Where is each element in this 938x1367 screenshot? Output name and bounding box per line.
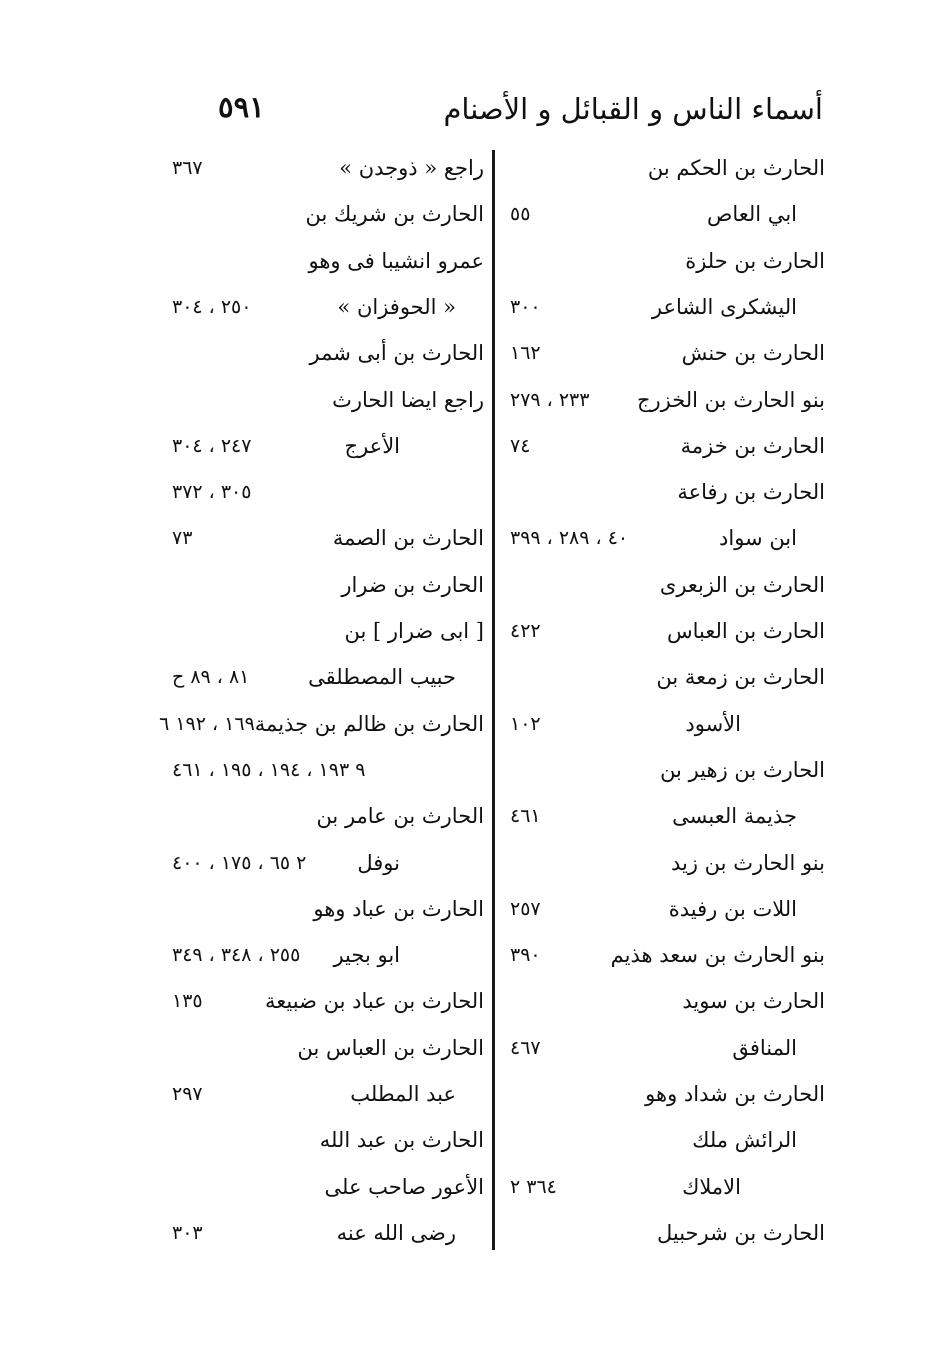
entry-name: الحارث بن عباد بن ضبيعة bbox=[265, 989, 484, 1014]
index-entry bbox=[172, 657, 484, 697]
entry-pages: ٢٥٧ bbox=[510, 897, 541, 920]
entry-pages: ٨١ ، ٨٩ ح bbox=[172, 666, 250, 689]
entry-name: الحارث بن أبى شمر bbox=[309, 341, 484, 366]
index-entry bbox=[510, 148, 825, 188]
entry-pages: ٣٦٤ ٢ bbox=[510, 1175, 557, 1198]
index-entry bbox=[510, 241, 825, 281]
index-entry bbox=[172, 1213, 484, 1253]
entry-pages: ١٠٢ bbox=[510, 712, 541, 735]
entry-pages: ٤٠ ، ٢٨٩ ، ٣٩٩ bbox=[510, 527, 629, 550]
index-entry bbox=[172, 889, 484, 929]
entry-name: المنافق bbox=[732, 1035, 797, 1060]
entry-pages: ٢٤٧ ، ٣٠٤ bbox=[172, 434, 252, 457]
entry-name: الحارث بن العباس bbox=[666, 619, 825, 643]
entry-name: الأعور صاحب على bbox=[324, 1174, 484, 1199]
entry-name: الحارث بن عباد وهو bbox=[313, 896, 484, 921]
entry-name: بنو الحارث بن سعد هذيم bbox=[610, 943, 825, 968]
column-divider bbox=[492, 150, 495, 1250]
entry-name: الحارث بن شداد وهو bbox=[645, 1082, 825, 1106]
entry-name: الحارث بن سويد bbox=[682, 989, 825, 1014]
index-entry bbox=[510, 333, 825, 373]
entry-name: الأعرج bbox=[344, 433, 400, 458]
index-entry bbox=[510, 287, 825, 327]
entry-pages: ٧٣ bbox=[172, 527, 193, 550]
entry-name: نوفل bbox=[357, 850, 400, 875]
index-entry bbox=[172, 796, 484, 836]
entry-name: بنو الحارث بن زيد bbox=[671, 850, 825, 875]
index-entry bbox=[510, 796, 825, 836]
index-entry bbox=[172, 287, 484, 327]
entry-pages: ٣٦٧ bbox=[172, 157, 203, 179]
entry-pages: ٣٠٠ bbox=[510, 295, 541, 318]
entry-name: الحارث بن ضرار bbox=[341, 572, 484, 597]
entry-name: ابن سواد bbox=[719, 526, 797, 551]
index-entry bbox=[510, 1028, 825, 1068]
index-entry bbox=[510, 380, 825, 420]
index-entry bbox=[510, 518, 825, 558]
index-entry bbox=[172, 1074, 484, 1114]
index-entry bbox=[172, 750, 484, 790]
index-entry bbox=[510, 981, 825, 1021]
entry-name: بنو الحارث بن الخزرج bbox=[636, 387, 825, 412]
index-entry bbox=[172, 194, 484, 234]
entry-pages: ٧٤ bbox=[510, 434, 531, 457]
index-entry bbox=[510, 1213, 825, 1253]
entry-name: الحارث بن الزبعرى bbox=[659, 572, 825, 597]
index-entry bbox=[510, 750, 825, 790]
entry-name: راجع « ذوجدن » bbox=[339, 156, 484, 180]
entry-name: [ ابى ضرار ] بن bbox=[344, 619, 484, 643]
entry-name: عبد المطلب bbox=[350, 1082, 456, 1106]
index-entry bbox=[172, 518, 484, 558]
entry-name: الحارث بن الحكم بن bbox=[647, 156, 825, 180]
entry-pages: ٤٦٧ bbox=[510, 1036, 541, 1059]
index-entry bbox=[172, 333, 484, 373]
entry-name: راجع ايضا الحارث bbox=[332, 387, 484, 412]
entry-name: الحارث بن شرحبيل bbox=[656, 1220, 825, 1245]
entry-pages: ٥٥ bbox=[510, 203, 531, 226]
entry-pages: ٢٣٣ ، ٢٧٩ bbox=[510, 388, 590, 411]
index-entry bbox=[510, 843, 825, 883]
index-entry bbox=[172, 935, 484, 975]
index-entry bbox=[172, 1167, 484, 1207]
entry-name: عمرو انشيبا فى وهو bbox=[308, 248, 484, 273]
index-entry bbox=[172, 472, 484, 512]
entry-name: الأسود bbox=[685, 711, 741, 736]
entry-name: الاملاك bbox=[682, 1174, 741, 1199]
index-entry bbox=[510, 472, 825, 512]
entry-name: ابو بجير bbox=[333, 943, 400, 968]
index-entry bbox=[172, 426, 484, 466]
entry-name: الحارث بن ظالم بن جذيمة bbox=[254, 711, 484, 736]
index-entry bbox=[172, 843, 484, 883]
index-entry bbox=[172, 981, 484, 1021]
entry-name: الحارث بن عبد الله bbox=[319, 1128, 484, 1153]
entry-pages: ٢٥٥ ، ٣٤٨ ، ٣٤٩ bbox=[172, 944, 301, 967]
entry-pages: ٢٩٧ bbox=[172, 1083, 203, 1105]
index-entry bbox=[510, 426, 825, 466]
index-entry bbox=[510, 1074, 825, 1114]
index-entry bbox=[172, 611, 484, 651]
index-entry bbox=[159, 704, 484, 744]
index-entry bbox=[510, 657, 825, 697]
entry-name: الحارث بن خزمة bbox=[680, 433, 825, 458]
entry-name: الحارث بن زهير بن bbox=[660, 757, 825, 782]
entry-name: جذيمة العبسى bbox=[672, 804, 797, 829]
index-entry bbox=[510, 1120, 825, 1160]
entry-name: الحارث بن العباس بن bbox=[297, 1035, 484, 1060]
entry-name: حبيب المصطلقى bbox=[308, 665, 456, 690]
entry-name: الحارث بن رفاعة bbox=[677, 480, 825, 505]
entry-pages: ١٣٥ bbox=[172, 990, 203, 1013]
entry-name: الحارث بن حنش bbox=[681, 341, 825, 366]
index-entry bbox=[510, 935, 825, 975]
index-entry bbox=[172, 241, 484, 281]
index-entry bbox=[510, 704, 825, 744]
index-entry bbox=[172, 565, 484, 605]
entry-name: الحارث بن حلزة bbox=[685, 248, 825, 273]
page-title: أسماء الناس و القبائل و الأصنام bbox=[443, 92, 823, 126]
entry-name: رضى الله عنه bbox=[336, 1220, 456, 1245]
index-entry bbox=[510, 194, 825, 234]
entry-pages: ١٦٢ bbox=[510, 342, 541, 365]
entry-name: الحارث بن الصمة bbox=[332, 526, 484, 551]
entry-name: ابي العاص bbox=[706, 202, 797, 227]
index-entry bbox=[510, 889, 825, 929]
entry-name: اللات بن رفيدة bbox=[668, 896, 797, 921]
index-entry bbox=[172, 380, 484, 420]
index-entry bbox=[510, 1167, 825, 1207]
index-column-right bbox=[510, 148, 825, 1258]
page-number: ٥٩١ bbox=[218, 90, 265, 124]
index-entry bbox=[510, 565, 825, 605]
entry-name: الحارث بن زمعة بن bbox=[656, 665, 825, 690]
entry-name: الحارث بن عامر بن bbox=[316, 804, 484, 829]
entry-pages: ٣٩٠ bbox=[510, 944, 541, 967]
entry-pages: ١٦٩ ، ١٩٢ ٦ bbox=[159, 712, 255, 735]
index-entry bbox=[172, 1120, 484, 1160]
entry-name: الرائش ملك bbox=[692, 1128, 797, 1153]
entry-pages: ٤٢٢ bbox=[510, 620, 541, 642]
index-column-left bbox=[159, 148, 484, 1258]
entry-name: الحارث بن شريك بن bbox=[305, 202, 484, 227]
entry-pages: ٩ ١٩٣ ، ١٩٤ ، ١٩٥ ، ٤٦١ bbox=[172, 758, 366, 781]
entry-pages: ٢ ٦٥ ، ١٧٥ ، ٤٠٠ bbox=[172, 851, 307, 874]
entry-pages: ٣٠٥ ، ٣٧٢ bbox=[172, 481, 252, 504]
entry-pages: ٣٠٣ bbox=[172, 1221, 203, 1244]
entry-pages: ٢٥٠ ، ٣٠٤ bbox=[172, 295, 252, 318]
index-entry bbox=[172, 1028, 484, 1068]
entry-name: اليشكرى الشاعر bbox=[651, 294, 797, 319]
index-entry bbox=[510, 611, 825, 651]
entry-name: « الحوفزان » bbox=[337, 294, 456, 319]
entry-pages: ٤٦١ bbox=[510, 805, 541, 828]
index-entry bbox=[172, 148, 484, 188]
